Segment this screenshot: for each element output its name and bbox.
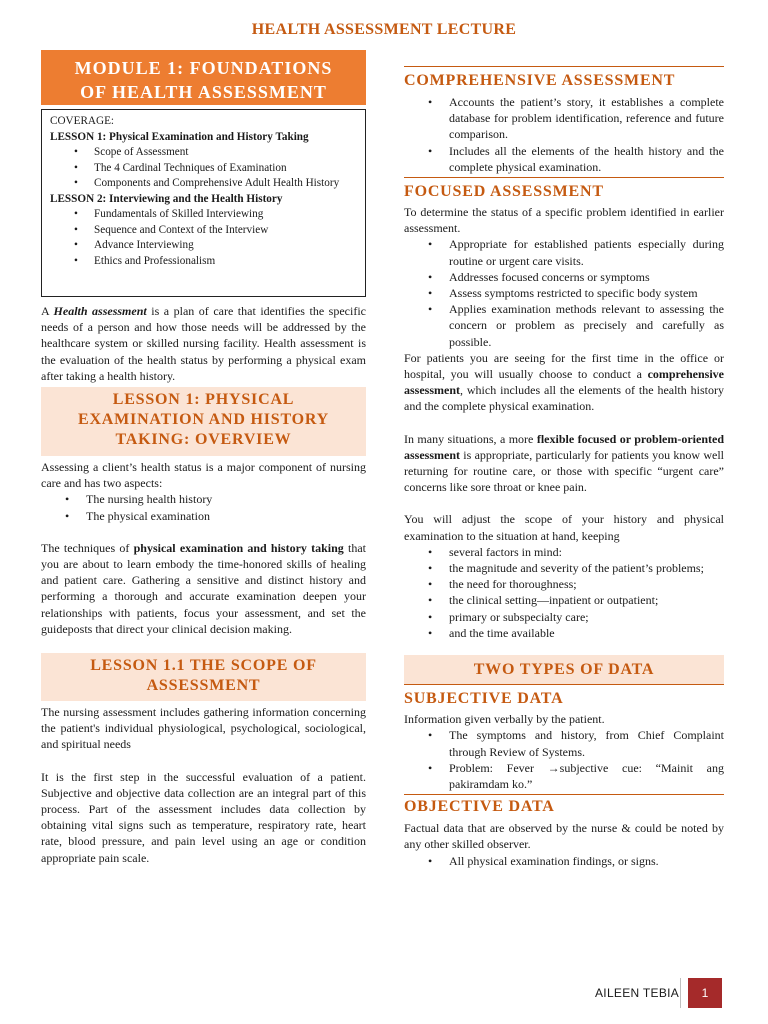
list-item: • All physical examination findings, or signs. <box>428 853 724 869</box>
focused-intro: To determine the status of a specific problem identified in earlier assessment. <box>404 205 724 236</box>
lesson1-banner <box>41 387 366 456</box>
factors-list <box>404 544 724 641</box>
list-item: • The 4 Cardinal Techniques of Examination <box>74 161 358 177</box>
footer-author: AILEEN TEBIA <box>595 986 680 1000</box>
focused-list <box>404 236 724 349</box>
lesson1-banner-line2: EXAMINATION AND HISTORY <box>77 411 330 429</box>
lesson1-paragraph1: Assessing a client’s health status is a major component of nursing care and has two aspects: <box>41 460 366 491</box>
page-number-badge: 1 <box>688 978 722 1008</box>
list-item: • Appropriate for established patients especially during routine or urgent care visits. <box>428 236 724 268</box>
list-item: • the clinical setting—inpatient or outpatient; <box>428 592 724 608</box>
subjective-list <box>404 727 724 792</box>
list-item: • the need for thoroughness; <box>428 576 724 592</box>
left-column <box>41 50 366 866</box>
lesson11-banner-line1: LESSON 1.1 THE SCOPE OF <box>90 657 317 675</box>
list-item: • The physical examination <box>65 508 366 524</box>
objective-list <box>404 853 724 869</box>
coverage-title: COVERAGE: <box>50 115 115 127</box>
two-types-banner: TWO TYPES OF DATA <box>404 655 724 685</box>
aspects-list <box>41 491 366 523</box>
list-item: • Advance Interviewing <box>74 238 358 254</box>
list-item: • Scope of Assessment <box>74 145 358 161</box>
module-banner-line1: MODULE 1: FOUNDATIONS <box>74 58 333 78</box>
coverage-lesson1-list <box>50 145 358 192</box>
lesson1-paragraph2: The techniques of physical examination and history taking that you are about to learn embody the time-honored skills of healing and patient care. Gathering a sensitive and distinct history and performing a thorough and accurate examination deepen your relationships with patients, focus your assessment, and set the guideposts that direct your clinical decision making. <box>41 540 366 636</box>
list-item: • Fundamentals of Skilled Interviewing <box>74 207 358 223</box>
comprehensive-heading: COMPREHENSIVE ASSESSMENT <box>404 66 724 91</box>
subjective-heading: SUBJECTIVE DATA <box>404 690 564 708</box>
list-item: • Includes all the elements of the health history and the complete physical examination. <box>428 143 724 175</box>
document-header-title: HEALTH ASSESSMENT LECTURE <box>251 21 517 38</box>
list-item: • and the time available <box>428 625 724 641</box>
module-banner-line2: OF HEALTH ASSESSMENT <box>80 82 327 102</box>
list-item: • Accounts the patient’s story, it establishes a complete database for problem identification, reference and future comparison. <box>428 94 724 143</box>
lesson1-banner-line3: TAKING: OVERVIEW <box>115 431 292 449</box>
list-item: • The nursing health history <box>65 491 366 507</box>
comprehensive-list <box>404 94 724 175</box>
list-item: • Addresses focused concerns or symptoms <box>428 269 724 285</box>
coverage-lesson2-list <box>50 207 358 269</box>
lesson1-banner-line1: LESSON 1: PHYSICAL <box>112 391 295 409</box>
focused-paragraph3: You will adjust the scope of your history and physical examination to the situation at hand, keeping <box>404 512 724 543</box>
list-item: • The symptoms and history, from Chief Complaint through Review of Systems. <box>428 727 724 759</box>
objective-intro: Factual data that are observed by the nurse & could be noted by any other skilled observer. <box>404 821 724 852</box>
focused-heading: FOCUSED ASSESSMENT <box>404 177 724 202</box>
list-item: • Components and Comprehensive Adult Health History <box>74 176 358 192</box>
footer-divider <box>680 978 681 1008</box>
module-banner <box>41 50 366 105</box>
coverage-box <box>41 109 366 297</box>
lesson11-banner <box>41 653 366 701</box>
list-item: • Sequence and Context of the Interview <box>74 223 358 239</box>
intro-paragraph: A Health assessment is a plan of care that identifies the specific needs of a person and how those needs will be addressed by the healthcare system or skilled nursing facility. Health assessment is the evaluation of the health status by performing a physical exam after taking a health history. <box>41 304 366 383</box>
subjective-intro: Information given verbally by the patient. <box>404 712 605 727</box>
list-item: • Ethics and Professionalism <box>74 254 358 270</box>
lesson11-paragraph1: The nursing assessment includes gathering information concerning the patient's individual physiological, psychological, sociological, and spiritual needs <box>41 705 366 752</box>
list-item: • Problem: Fever →subjective cue: “Mainit ang pakiramdam ko.” <box>428 760 724 792</box>
lesson11-banner-line2: ASSESSMENT <box>146 677 261 695</box>
list-item: • the magnitude and severity of the patient’s problems; <box>428 560 724 576</box>
coverage-lesson2: LESSON 2: Interviewing and the Health History <box>50 192 283 205</box>
list-item: • primary or subspecialty care; <box>428 609 724 625</box>
focused-paragraph2: In many situations, a more flexible focused or problem-oriented assessment is appropriate, particularly for patients you know well returning for routine care, or those with specific “urgent care” concerns like sore throat or knee pain. <box>404 431 724 495</box>
focused-paragraph1: For patients you are seeing for the first time in the office or hospital, you will usually choose to conduct a comprehensive assessment, which includes all the elements of the health history and the complete physical examination. <box>404 350 724 414</box>
objective-heading: OBJECTIVE DATA <box>404 794 724 817</box>
list-item: • Assess symptoms restricted to specific body system <box>428 285 724 301</box>
list-item: • Applies examination methods relevant to assessing the concern or problem as precisely and carefully as possible. <box>428 301 724 350</box>
coverage-lesson1: LESSON 1: Physical Examination and History Taking <box>50 130 309 143</box>
list-item: • several factors in mind: <box>428 544 724 560</box>
right-column <box>404 66 724 869</box>
lesson11-paragraph2: It is the first step in the successful evaluation of a patient. Subjective and objective data collection are an integral part of this process. Part of the assessment includes data collection by obtaining vital signs such as temperature, respiratory rate, heart rate, blood pressure, and pain level using an age or condition appropriate pain scale. <box>41 769 366 865</box>
